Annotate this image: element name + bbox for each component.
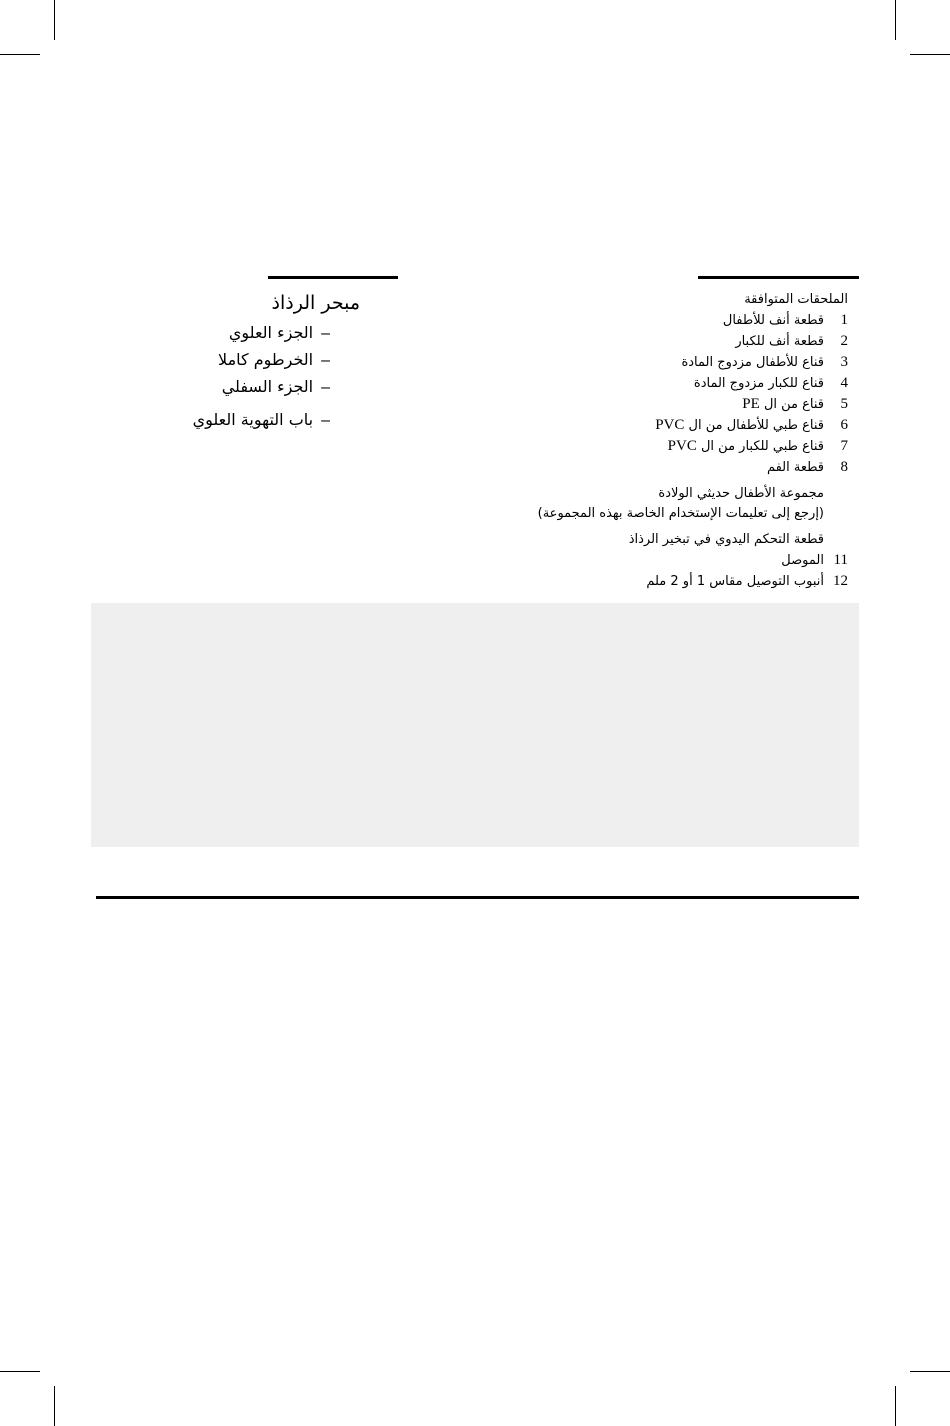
list-item	[428, 415, 848, 436]
item-label: الموصل	[781, 553, 824, 568]
item-number: 3	[840, 354, 848, 370]
item-label-latin: PVC	[667, 438, 697, 454]
item-number: 4	[840, 375, 848, 391]
newborn-set-note: (إرجع إلى تعليمات الإستخدام الخاصة بهذه المجموعة)	[537, 506, 824, 521]
nebulizer-title: مبحر الرذاذ	[271, 292, 360, 314]
crop-mark-top-right-h	[910, 54, 950, 55]
crop-mark-top-left-h	[0, 54, 40, 55]
item-number: 7	[840, 438, 848, 454]
item-label: قطعة أنف للكبار	[735, 334, 824, 349]
dash: –	[321, 325, 330, 342]
crop-mark-top-right-v	[895, 0, 896, 40]
list-item	[428, 436, 848, 457]
crop-mark-bottom-left-v	[54, 1386, 55, 1426]
item-label-latin: PE	[742, 396, 760, 412]
crop-mark-bottom-right-h	[910, 1371, 950, 1372]
item-label: قطعة الفم	[766, 460, 824, 475]
nebulizer-part-label: الجزء السفلي	[221, 377, 314, 396]
nebulizer-part	[100, 374, 360, 401]
nebulizer-top-rule	[268, 276, 398, 279]
item-label: قطعة أنف للأطفال	[722, 313, 824, 328]
item-label	[668, 436, 824, 457]
item-number: 8	[840, 459, 848, 475]
item-number: 2	[840, 333, 848, 349]
dash: –	[321, 352, 330, 369]
nebulizer-part	[100, 407, 360, 434]
list-item	[428, 394, 848, 415]
list-item	[428, 550, 848, 571]
list-item	[428, 457, 848, 478]
accessories-section	[428, 290, 848, 592]
nebulizer-part-label: باب التهوية العلوي	[192, 410, 314, 429]
crop-mark-bottom-left-h	[0, 1371, 40, 1372]
dash: –	[321, 379, 330, 396]
list-item	[428, 571, 848, 592]
item-number: 6	[840, 417, 848, 433]
item-label	[655, 415, 824, 436]
nebulizer-part	[100, 347, 360, 374]
nebulizer-section	[100, 290, 360, 434]
list-item	[428, 331, 848, 352]
accessories-title: الملحقات المتوافقة	[744, 292, 848, 307]
list-item	[428, 310, 848, 331]
manual-control-label: قطعة التحكم اليدوي في تبخير الرذاذ	[628, 532, 824, 547]
item-label: أنبوب التوصيل مقاس 1 أو 2 ملم	[646, 574, 824, 589]
item-label-text: قناع طبي للأطفال من ال	[688, 418, 824, 433]
bottom-rule	[96, 896, 859, 899]
item-number: 5	[840, 396, 848, 412]
item-label: قناع للأطفال مزدوج المادة	[681, 355, 824, 370]
list-item	[428, 352, 848, 373]
newborn-set-label: مجموعة الأطفال حديثي الولادة	[658, 486, 824, 501]
crop-mark-top-left-v	[54, 0, 55, 40]
item-label	[742, 394, 824, 415]
item-number: 11	[833, 552, 848, 568]
item-label-text: قناع طبي للكبار من ال	[700, 439, 824, 454]
item-label-text: قناع من ال	[763, 397, 824, 412]
accessories-top-rule	[698, 276, 859, 279]
nebulizer-part-label: الخرطوم كاملا	[218, 350, 314, 369]
item-number: 12	[833, 573, 848, 589]
item-label: قناع للكبار مزدوج المادة	[693, 376, 824, 391]
nebulizer-part-label: الجزء العلوي	[228, 323, 314, 342]
dash: –	[321, 412, 330, 429]
list-item	[428, 373, 848, 394]
item-label-latin: PVC	[655, 417, 685, 433]
crop-mark-bottom-right-v	[895, 1386, 896, 1426]
nebulizer-part	[100, 320, 360, 347]
item-number: 1	[840, 312, 848, 328]
gray-panel	[91, 603, 859, 847]
